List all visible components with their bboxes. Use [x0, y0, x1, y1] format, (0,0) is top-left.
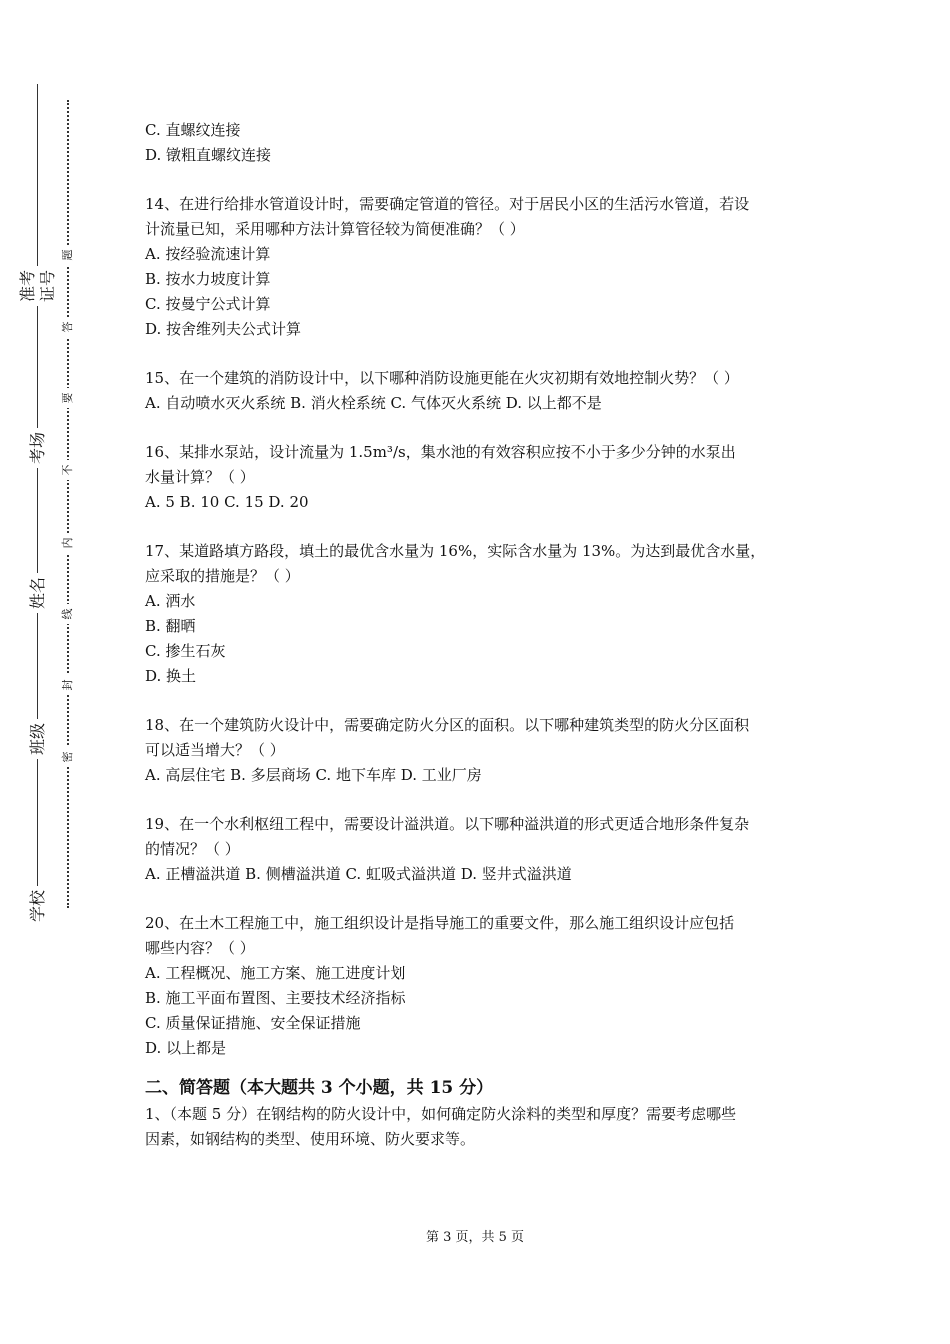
seal-char: 要 — [58, 388, 78, 408]
q20-option-d: D. 以上都是 — [145, 1039, 227, 1057]
seal-char: 密 — [58, 747, 78, 767]
q17-option-b: B. 翻晒 — [145, 617, 196, 635]
q14-option-a: A. 按经验流速计算 — [145, 245, 271, 263]
q14-option-b: B. 按水力坡度计算 — [145, 270, 271, 288]
q19-stem-line2: 的情况？（ ） — [145, 840, 240, 858]
q13-option-c: C. 直螺纹连接 — [145, 121, 241, 139]
q16-options: A. 5 B. 10 C. 15 D. 20 — [145, 493, 309, 511]
section-2-title: 二、简答题（本大题共 3 个小题，共 15 分） — [145, 1078, 494, 1098]
q18-stem-line2: 可以适当增大？（ ） — [145, 741, 285, 759]
q15-stem: 15、在一个建筑的消防设计中，以下哪种消防设施更能在火灾初期有效地控制火势？（ ） — [145, 369, 739, 387]
q17-option-a: A. 洒水 — [145, 592, 196, 610]
q20-option-b: B. 施工平面布置图、主要技术经济指标 — [145, 989, 406, 1007]
seal-char: 答 — [58, 317, 78, 337]
q17-stem-line2: 应采取的措施是？（ ） — [145, 567, 300, 585]
q20-option-c: C. 质量保证措施、安全保证措施 — [145, 1014, 361, 1032]
q15-options: A. 自动喷水灭火系统 B. 消火栓系统 C. 气体灭火系统 D. 以上都不是 — [145, 394, 602, 412]
field-label-exam-id: 准考证号 — [18, 266, 58, 306]
q20-stem-line1: 20、在土木工程施工中，施工组织设计是指导施工的重要文件，那么施工组织设计应包括 — [145, 914, 735, 932]
q13-option-d: D. 镦粗直螺纹连接 — [145, 146, 272, 164]
q14-stem-line1: 14、在进行给排水管道设计时，需要确定管道的管径。对于居民小区的生活污水管道，若设 — [145, 195, 750, 213]
q19-options: A. 正槽溢洪道 B. 侧槽溢洪道 C. 虹吸式溢洪道 D. 竖井式溢洪道 — [145, 865, 572, 883]
q17-stem-line1: 17、某道路填方路段，填土的最优含水量为 16%，实际含水量为 13%。为达到最优含水量， — [145, 542, 766, 560]
q20-option-a: A. 工程概况、施工方案、施工进度计划 — [145, 964, 406, 982]
q16-stem-line1: 16、某排水泵站，设计流量为 1.5m³/s，集水池的有效容积应按不小于多少分钟的水泵出 — [145, 443, 736, 461]
q16-stem-line2: 水量计算？（ ） — [145, 468, 255, 486]
seal-char: 线 — [58, 604, 78, 624]
q17-option-c: C. 掺生石灰 — [145, 642, 226, 660]
field-label-name: 姓名 — [28, 573, 48, 613]
s2-q1-line2: 因素，如钢结构的类型、使用环境、防火要求等。 — [145, 1130, 476, 1148]
q17-option-d: D. 换土 — [145, 667, 197, 685]
exam-content — [145, 118, 815, 1152]
seal-char: 题 — [58, 245, 78, 265]
binding-solid-line — [37, 84, 38, 924]
q18-options: A. 高层住宅 B. 多层商场 C. 地下车库 D. 工业厂房 — [145, 766, 482, 784]
field-label-class: 班级 — [28, 719, 48, 759]
q14-option-c: C. 按曼宁公式计算 — [145, 295, 271, 313]
q18-stem-line1: 18、在一个建筑防火设计中，需要确定防火分区的面积。以下哪种建筑类型的防火分区面积 — [145, 716, 750, 734]
field-label-exam-room: 考场 — [28, 428, 48, 468]
seal-char: 封 — [58, 675, 78, 695]
q19-stem-line1: 19、在一个水利枢纽工程中，需要设计溢洪道。以下哪种溢洪道的形式更适合地形条件复杂 — [145, 815, 750, 833]
seal-dotted-line — [67, 100, 69, 908]
page-footer: 第 3 页，共 5 页 — [425, 1230, 525, 1245]
seal-char: 内 — [58, 533, 78, 553]
binding-strip — [0, 0, 110, 1344]
q20-stem-line2: 哪些内容？（ ） — [145, 939, 255, 957]
field-label-school: 学校 — [28, 886, 48, 926]
seal-char: 不 — [58, 460, 78, 480]
q14-option-d: D. 按舍维列夫公式计算 — [145, 320, 302, 338]
q14-stem-line2: 计流量已知，采用哪种方法计算管径较为简便准确？（ ） — [145, 220, 525, 238]
s2-q1-line1: 1、（本题 5 分）在钢结构的防火设计中，如何确定防火涂料的类型和厚度？需要考虑哪些 — [145, 1105, 737, 1123]
